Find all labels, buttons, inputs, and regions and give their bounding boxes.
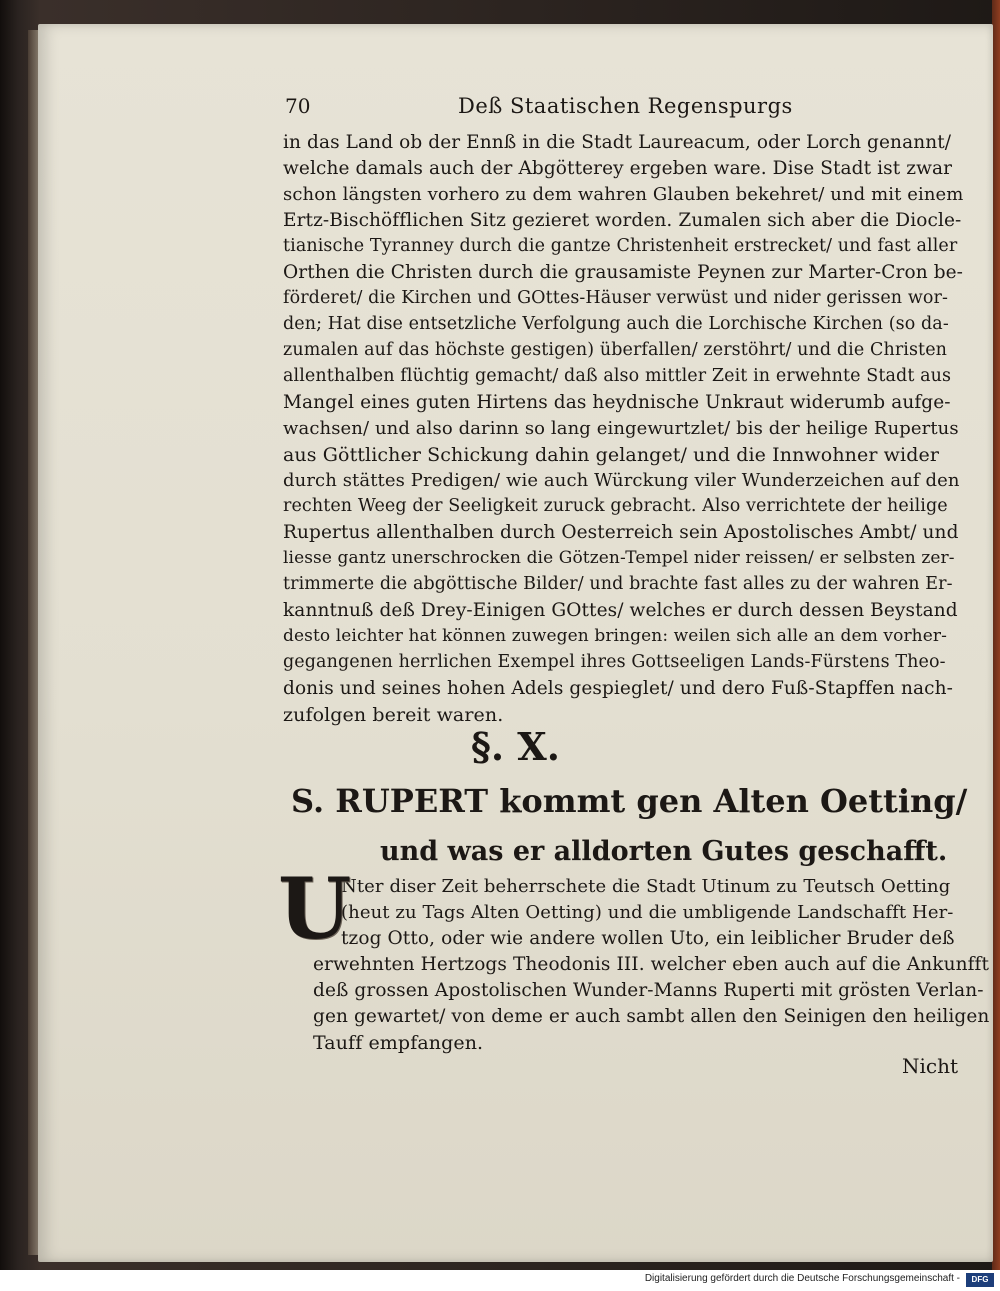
text-line: tianische Tyranney durch die gantze Christenheit erstrecket/ und fast aller <box>283 236 958 256</box>
running-title: Deß Staatischen Regenspurgs <box>458 94 793 118</box>
text-line: schon längsten vorhero zu dem wahren Glauben bekehret/ und mit einem <box>283 184 964 205</box>
text-line: gegangenen herrlichen Exempel ihres Gottseeligen Lands-Fürstens Theo- <box>283 652 946 672</box>
book-page <box>38 24 993 1262</box>
section-title: S. RUPERT kommt gen Alten Oetting/ <box>291 782 968 820</box>
text-line: donis und seines hohen Adels gespieglet/ und dero Fuß-Stapffen nach- <box>283 678 953 699</box>
footer-bar <box>0 1270 1000 1291</box>
text-line: förderet/ die Kirchen und GOttes-Häuser verwüst und nider gerissen wor- <box>283 288 949 308</box>
section-text-line: tzog Otto, oder wie andere wollen Uto, ein leiblicher Bruder deß <box>341 928 955 949</box>
section-text-line: gen gewartet/ von deme er auch sambt allen den Seinigen den heiligen <box>313 1006 990 1027</box>
text-line: desto leichter hat können zuwegen bringen: weilen sich alle an dem vorher- <box>283 626 947 646</box>
text-line: kanntnuß deß Drey-Einigen GOttes/ welches er durch dessen Beystand <box>283 600 958 621</box>
text-line: zufolgen bereit waren. <box>283 704 504 726</box>
text-line: Ertz-Bischöfflichen Sitz gezieret worden. Zumalen sich aber die Diocle- <box>283 210 962 231</box>
text-line: wachsen/ und also darinn so lang eingewurtzlet/ bis der heilige Rupertus <box>283 418 959 439</box>
section-text-line: Tauff empfangen. <box>313 1032 484 1054</box>
section-text-line: erwehnten Hertzogs Theodonis III. welcher eben auch auf die Ankunfft <box>313 954 990 975</box>
text-line: zumalen auf das höchste gestigen) überfallen/ zerstöhrt/ und die Christen <box>283 340 948 360</box>
text-line: in das Land ob der Ennß in die Stadt Laureacum, oder Lorch genannt/ <box>283 132 952 153</box>
text-line: aus Göttlicher Schickung dahin gelanget/ und die Innwohner wider <box>283 444 939 466</box>
section-text-line: (heut zu Tags Alten Oetting) und die umbligende Landschafft Her- <box>341 902 954 923</box>
decorated-initial: U <box>278 859 352 958</box>
section-text-line: deß grossen Apostolischen Wunder-Manns Ruperti mit grösten Verlan- <box>313 980 984 1001</box>
text-line: welche damals auch der Abgötterey ergeben ware. Dise Stadt ist zwar <box>283 158 953 179</box>
catchword: Nicht <box>902 1054 959 1078</box>
text-line: Rupertus allenthalben durch Oesterreich sein Apostolisches Ambt/ und <box>283 522 959 543</box>
text-line: allenthalben flüchtig gemacht/ daß also mittler Zeit in erwehnte Stadt aus <box>283 366 952 386</box>
text-line: rechten Weeg der Seeligkeit zuruck gebracht. Also verrichtete der heilige <box>283 496 948 516</box>
section-text-line: Nter diser Zeit beherrschete die Stadt Utinum zu Teutsch Oetting <box>341 876 951 897</box>
section-number: §. X. <box>470 724 561 769</box>
text-line: Mangel eines guten Hirtens das heydnische Unkraut widerumb aufge- <box>283 392 951 413</box>
text-line: durch stättes Predigen/ wie auch Würckung viler Wunderzeichen auf den <box>283 470 960 491</box>
funding-notice: Digitalisierung gefördert durch die Deutsche Forschungsgemeinschaft - <box>644 1273 960 1284</box>
section-subtitle: und was er alldorten Gutes geschafft. <box>380 836 948 867</box>
text-line: liesse gantz unerschrocken die Götzen-Tempel nider reissen/ er selbsten zer- <box>283 548 955 568</box>
text-line: den; Hat dise entsetzliche Verfolgung auch die Lorchische Kirchen (so da- <box>283 314 949 334</box>
text-line: Orthen die Christen durch die grausamiste Peynen zur Marter-Cron be- <box>283 262 964 283</box>
text-line: trimmerte die abgöttische Bilder/ und brachte fast alles zu der wahren Er- <box>283 574 953 594</box>
page-number: 70 <box>285 94 311 118</box>
dfg-logo-icon: DFG <box>966 1273 994 1287</box>
main-text <box>283 24 990 1124</box>
book-cover-edge <box>992 0 1000 1270</box>
